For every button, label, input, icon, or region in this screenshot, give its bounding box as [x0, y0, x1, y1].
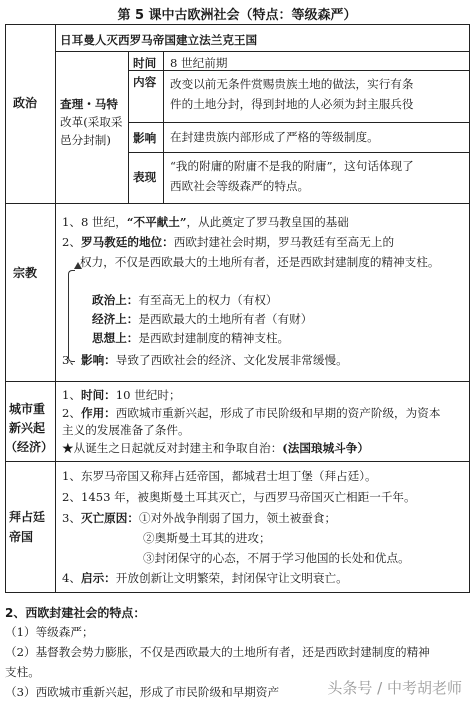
byzantine-point-3-c: ③封闭保守的心态，不屑于学习他国的长处和优点。 — [143, 551, 410, 565]
religion-point-2-rest: 西欧封建社会时期，罗马教廷有至高无上的 — [173, 235, 395, 249]
byzantine-point-4-rest: 开放创新让文明繁荣，封闭保守让文明衰亡。 — [115, 571, 348, 585]
reform-name: 查理・马特 — [60, 97, 118, 111]
politics-key-time: 时间 — [133, 56, 157, 70]
section-label-religion: 宗教 — [13, 266, 38, 280]
religion-sub-politics-bold: 政治上： — [92, 293, 139, 307]
politics-value-content-2: 件的土地分封，得到封地的人必须为封主服兵役 — [170, 97, 414, 111]
watermark: 头条号 / 中考胡老师 — [327, 679, 462, 697]
cities-point-1-rest: 10 世纪时； — [115, 388, 181, 402]
section-label-byzantine-1: 拜占廷 — [9, 510, 46, 524]
cities-point-3-rest: ★从诞生之日起就反对封建主和争取自治： — [62, 441, 283, 455]
religion-point-3-prefix: 3、 — [62, 353, 81, 367]
byzantine-point-4-prefix: 4、 — [62, 571, 81, 585]
religion-point-1-prefix: 1、8 世纪， — [62, 215, 127, 229]
politics-key-content: 内容 — [133, 75, 157, 89]
cities-point-1-bold: 时间： — [80, 388, 116, 402]
religion-point-2-cont: 权力，不仅是西欧最大的土地所有者，还是西欧封建制度的精神支柱。 — [80, 255, 440, 269]
reform-detail-2: 邑分封制) — [60, 133, 111, 147]
summary-point-1: （1）等级森严； — [5, 625, 94, 639]
religion-point-1-bold: “不平献土” — [126, 215, 187, 229]
religion-sub-economy-bold: 经济上： — [92, 312, 139, 326]
religion-sub-economy — [92, 311, 312, 327]
religion-point-1 — [62, 214, 349, 230]
byzantine-point-2: 2、1453 年，被奥斯曼土耳其灭亡，与西罗马帝国灭亡相距一千年。 — [62, 490, 416, 504]
politics-key-impact: 影响 — [133, 131, 157, 145]
religion-sub-thought-rest: 是西欧封建制度的精神支柱。 — [138, 331, 290, 345]
cities-point-2-cont: 主义的发展准备了条件。 — [62, 423, 190, 437]
section-label-politics: 政治 — [13, 96, 38, 110]
religion-point-3-rest: 导致了西欧社会的经济、文化发展非常缓慢。 — [115, 353, 348, 367]
religion-sub-thought-bold: 思想上： — [92, 331, 139, 345]
byzantine-point-3-rest: ①对外战争削弱了国力，领土被蚕食； — [138, 511, 337, 525]
reform-detail-1: 改革(采取采 — [60, 115, 123, 129]
byzantine-point-3-bold: 灭亡原因： — [80, 511, 139, 525]
politics-banner: 日耳曼人灭西罗马帝国建立法兰克王国 — [60, 33, 258, 47]
politics-value-content-1: 改变以前无条件赏赐贵族土地的做法，实行有条 — [170, 77, 414, 91]
cities-point-1 — [62, 387, 181, 403]
cities-point-2-rest: 西欧城市重新兴起，形成了市民阶级和早期的资产阶级，为资本 — [115, 406, 441, 420]
bracket-shape — [68, 270, 75, 362]
religion-point-2-prefix: 2、 — [62, 235, 81, 249]
politics-key-manifest: 表现 — [133, 170, 157, 184]
page-title: 第 5 课中古欧洲社会（特点：等级森严） — [117, 8, 357, 23]
arrow-up-icon — [74, 262, 82, 269]
byzantine-point-3 — [62, 510, 336, 526]
cities-point-3 — [62, 440, 369, 456]
cities-point-2-prefix: 2、 — [62, 406, 81, 420]
summary-point-3: （3）西欧城市重新兴起，形成了市民阶级和早期资产 — [5, 685, 280, 699]
byzantine-point-3-prefix: 3、 — [62, 511, 81, 525]
politics-value-manifest-2: 西欧社会等级森严的特点。 — [170, 179, 310, 193]
cities-point-3-bold: (法国琅城斗争） — [282, 441, 369, 455]
summary-heading: 2、西欧封建社会的特点： — [5, 606, 146, 620]
religion-sub-thought — [92, 330, 289, 346]
byzantine-point-4 — [62, 570, 348, 586]
religion-point-3-bold: 影响： — [80, 353, 116, 367]
religion-point-2-bold: 罗马教廷的地位： — [80, 235, 174, 249]
religion-sub-economy-rest: 是西欧最大的土地所有者（有财） — [138, 312, 313, 326]
cities-point-2-bold: 作用： — [80, 406, 116, 420]
byzantine-point-3-b: ②奥斯曼土耳其的进攻； — [143, 531, 271, 545]
politics-value-manifest-1: “我的附庸的附庸不是我的附庸”，这句话体现了 — [170, 159, 414, 173]
section-label-cities-1: 城市重 — [9, 402, 46, 416]
section-label-byzantine-2: 帝国 — [9, 530, 34, 544]
religion-point-3 — [62, 352, 348, 368]
religion-point-2 — [62, 234, 394, 250]
religion-sub-politics — [92, 292, 278, 308]
byzantine-point-1: 1、东罗马帝国又称拜占廷帝国，都城君士坦丁堡（拜占廷）。 — [62, 469, 377, 483]
byzantine-point-4-bold: 启示： — [80, 571, 116, 585]
religion-point-1-rest: ，从此奠定了罗马教皇国的基础 — [186, 215, 349, 229]
cities-point-2 — [62, 405, 440, 421]
politics-value-time: 8 世纪前期 — [170, 56, 228, 70]
summary-point-2: （2）基督教会势力膨胀，不仅是西欧最大的土地所有者，还是西欧封建制度的精神 — [5, 645, 430, 659]
summary-point-2-cont: 支柱。 — [5, 665, 40, 679]
section-label-cities-3: （经济） — [5, 440, 54, 454]
cities-point-1-prefix: 1、 — [62, 388, 81, 402]
religion-sub-politics-rest: 有至高无上的权力（有权） — [138, 293, 278, 307]
politics-value-impact: 在封建贵族内部形成了严格的等级制度。 — [170, 130, 379, 144]
section-label-cities-2: 新兴起 — [9, 421, 46, 435]
